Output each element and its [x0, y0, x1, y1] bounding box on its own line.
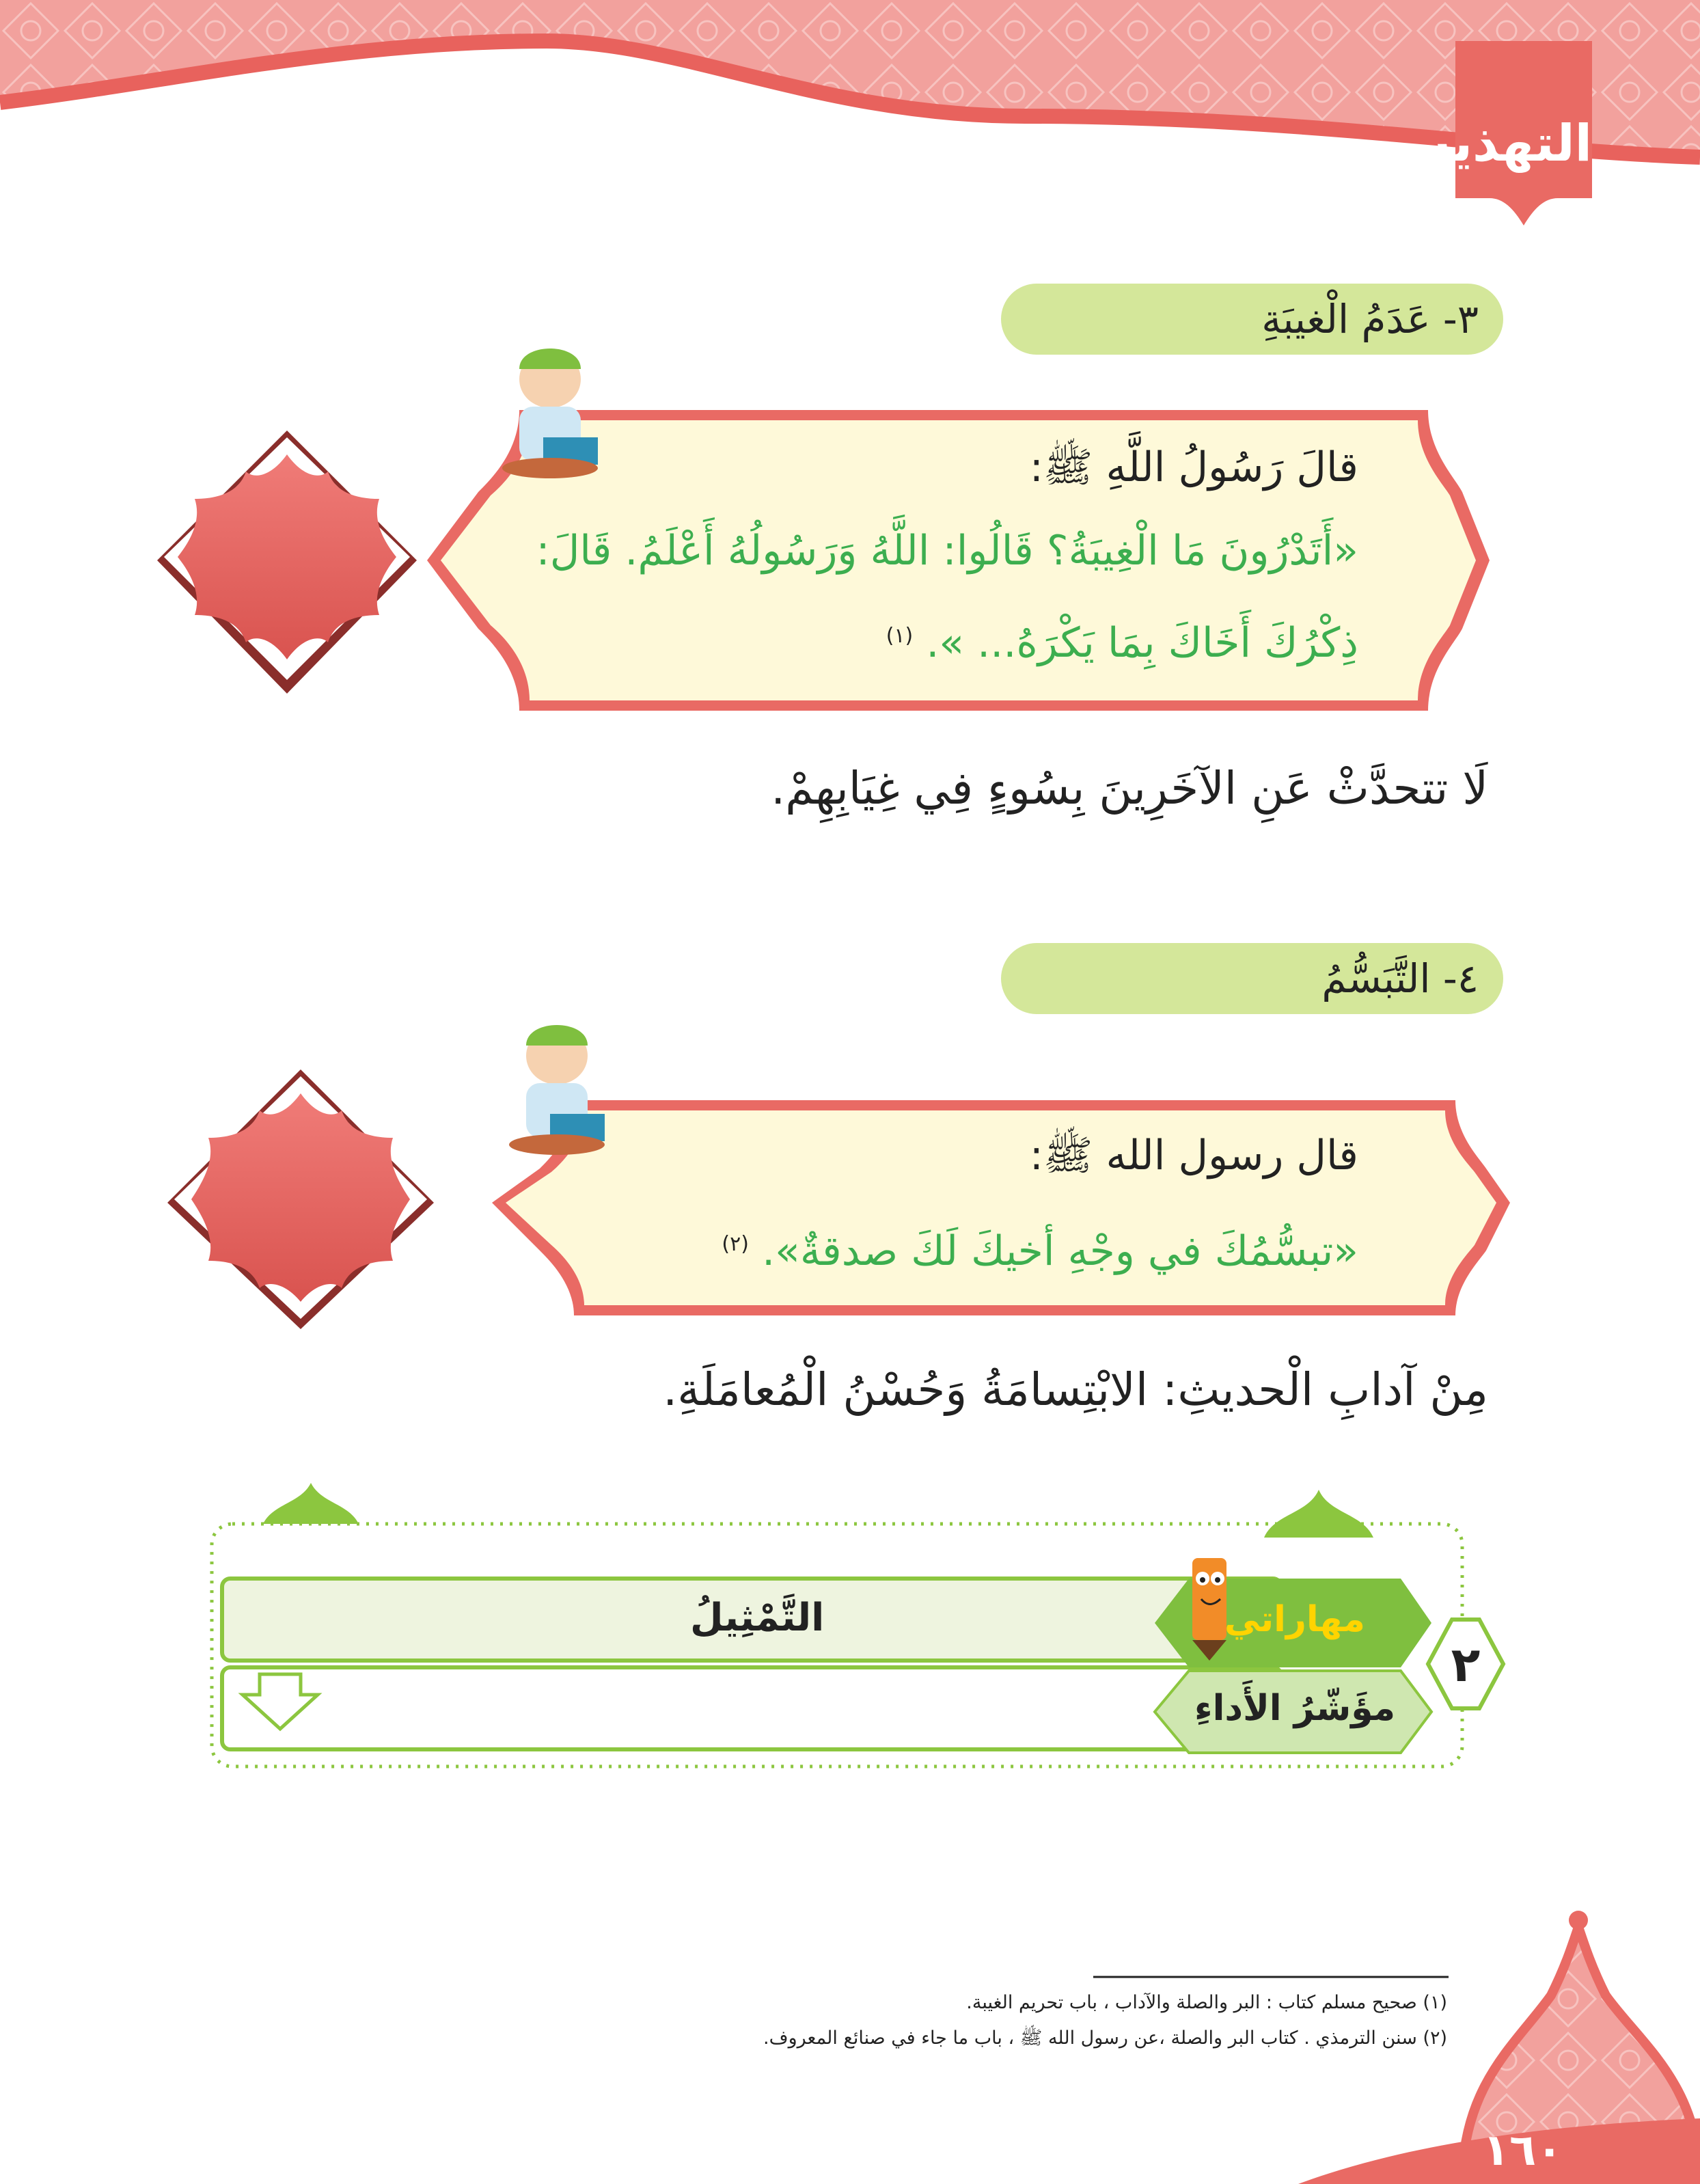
section-heading-2: [1001, 943, 1503, 1014]
footnote-1: (١) صحيح مسلم كتاب : البر والصلة والآداب ، باب تحريم الغيبة.: [966, 1992, 1447, 2013]
skill-name: التَّمْثِيلُ: [690, 1596, 825, 1640]
lesson-text-2: مِنْ آدابِ الْحديثِ: الابْتِسامَةُ وَحُسْنُ الْمُعامَلَةِ.: [663, 1363, 1488, 1416]
section-heading-1: [1001, 284, 1503, 355]
quote-intro-2: قال رسول الله ﷺ:: [1029, 1132, 1358, 1179]
performance-indicator-label: مؤَشّرُ الأَداءِ: [1194, 1688, 1396, 1729]
hadith-line-1b: [886, 618, 1358, 668]
quote-intro-1: قالَ رَسُولُ اللَّهِ ﷺ:: [1029, 443, 1358, 491]
hadith-line-2: [722, 1227, 1358, 1276]
decorative-diamond-1: [157, 431, 417, 694]
hadith-line-1a: «أَتَدْرُونَ مَا الْغِيبَةُ؟ قَالُوا: اللَّهُ وَرَسُولُهُ أَعْلَمُ. قَالَ:: [536, 527, 1358, 575]
reading-boy-illustration-2: [509, 1025, 605, 1155]
footnote-ref-1: (١): [886, 624, 914, 648]
decorative-diamond-2: [167, 1069, 434, 1329]
footnote-ref-2: (٢): [722, 1232, 749, 1256]
footnote-2: (٢) سنن الترمذي . كتاب البر والصلة ،عن رسول الله ﷺ ، باب ما جاء في صنائع المعروف.: [763, 2028, 1447, 2049]
section-heading-2-text: ٤- التَّبَسُّمُ: [1321, 955, 1479, 1002]
chapter-title: التهذيب: [1399, 114, 1592, 173]
skills-tag-label: مهاراتي: [1224, 1599, 1365, 1640]
page-number: ١٦٠: [1483, 2125, 1563, 2176]
hadith-line-1b-text: ذِكْرُكَ أَخَاكَ بِمَا يَكْرَهُ... ».: [926, 619, 1358, 667]
lesson-text-1: لَا تتحدَّثْ عَنِ الآخَرِينَ بِسُوءٍ فِي غِيَابِهِمْ.: [771, 762, 1488, 815]
hadith-line-2-text: «تبسُّمُكَ في وجْهِ أخيكَ لَكَ صدقةٌ».: [762, 1227, 1358, 1275]
skill-number: ٢: [1451, 1637, 1481, 1693]
section-heading-1-text: ٣- عَدَمُ الْغيبَةِ: [1261, 296, 1479, 342]
